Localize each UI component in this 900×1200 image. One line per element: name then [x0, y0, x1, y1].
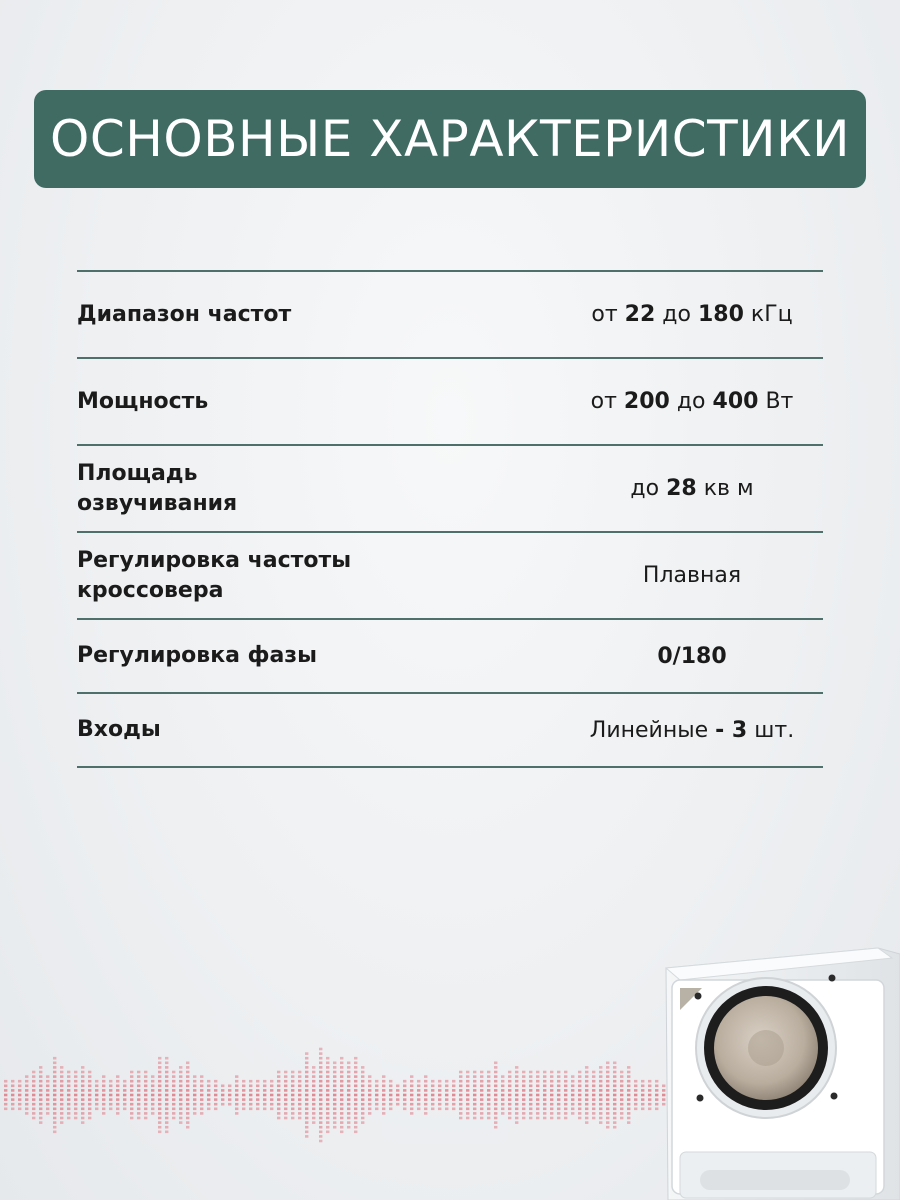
title-banner: [34, 90, 866, 188]
spec-row-phase-adjust: [77, 620, 823, 692]
spec-row-inputs: [77, 694, 823, 766]
spec-label: Мощность: [77, 388, 209, 414]
spec-value: до 28 кв м: [630, 476, 754, 501]
divider: [77, 766, 823, 768]
spec-label: Входы: [77, 717, 161, 742]
spec-value: от 200 до 400 Вт: [590, 389, 794, 414]
spec-row-frequency-range: [77, 272, 823, 357]
spec-label: Диапазон частот: [77, 301, 292, 327]
spec-value: Плавная: [642, 563, 742, 588]
spec-row-coverage-area: [77, 446, 823, 531]
spec-value: Линейные - 3 шт.: [589, 717, 795, 743]
spec-row-crossover-adjust: [77, 533, 823, 618]
sound-wave-graphic: [0, 1040, 680, 1150]
subwoofer-image: [656, 934, 900, 1200]
spec-label: Регулировка фазы: [77, 643, 317, 668]
spec-value: 0/180: [657, 643, 727, 669]
spec-label: Регулировка частоты кроссовера: [77, 547, 352, 603]
spec-table: [77, 270, 823, 768]
spec-row-power: [77, 359, 823, 444]
spec-label: Площадь озвучивания: [77, 460, 238, 516]
page-title: ОСНОВНЫЕ ХАРАКТЕРИСТИКИ: [50, 110, 850, 168]
spec-value: от 22 до 180 кГц: [591, 302, 793, 327]
